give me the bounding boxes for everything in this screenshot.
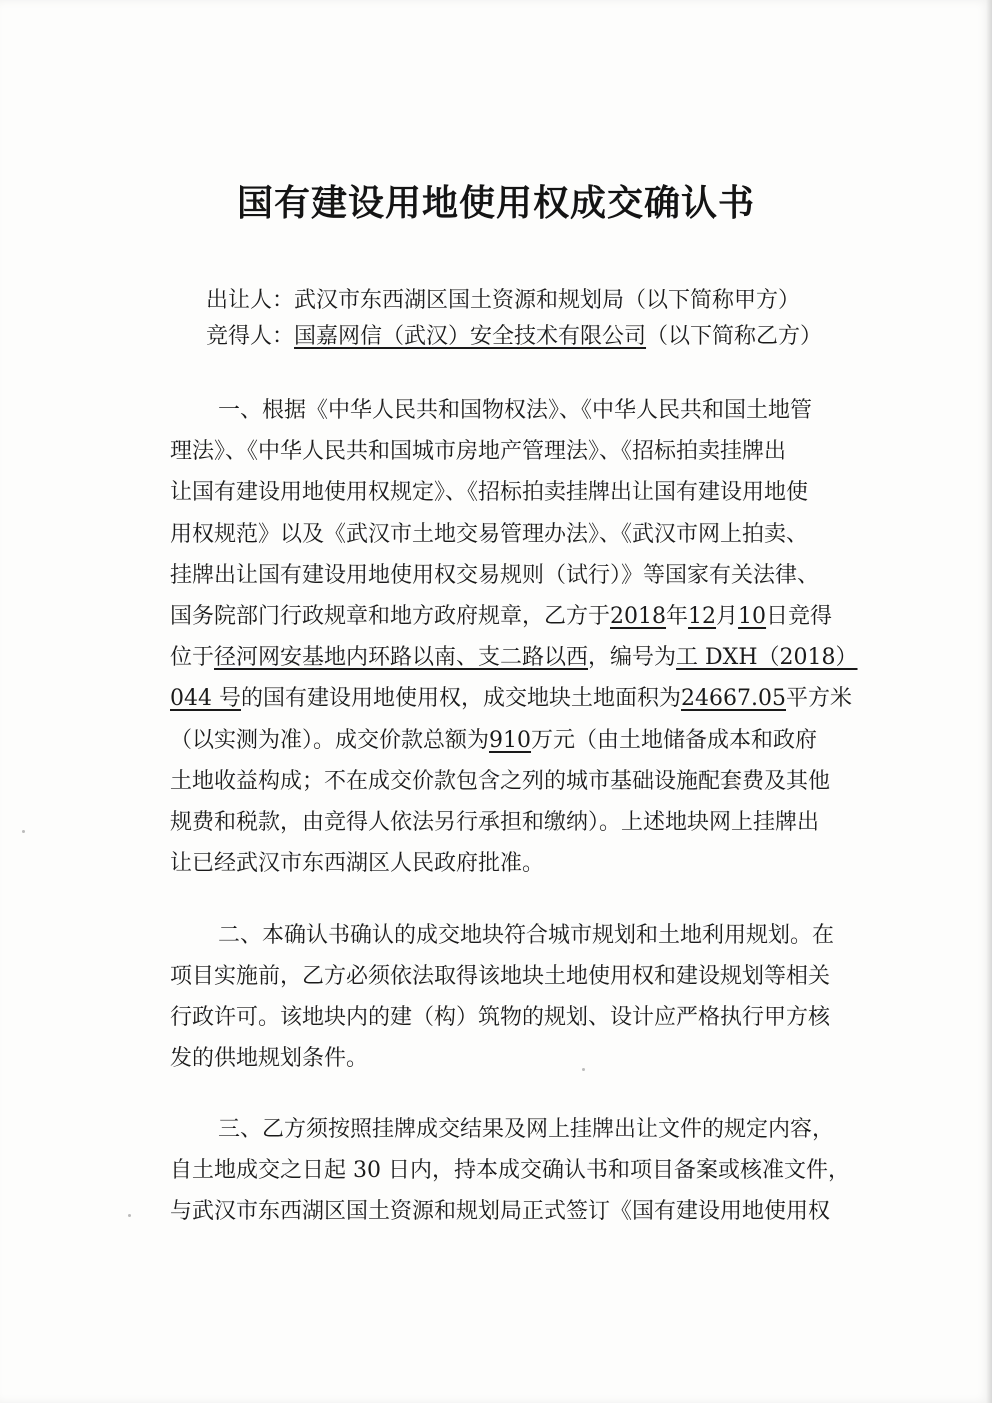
winner-name: 国嘉网信（武汉）安全技术有限公司 [294, 324, 647, 349]
p1-line-6 [170, 602, 832, 632]
winner-suffix: （以下简称乙方） [646, 324, 823, 349]
p1-line-7-a: 位于 [170, 645, 215, 670]
p1-line-6-d: 日竞得 [766, 604, 833, 629]
winner-prefix: 竞得人： [206, 324, 295, 349]
p1-line-7 [170, 643, 858, 673]
winner-line [206, 322, 822, 352]
p1-line-2: 理法》、《中华人民共和国城市房地产管理法》、《招标拍卖挂牌出 [170, 439, 787, 464]
deal-price: 910 [489, 728, 532, 753]
p2-line-1: 二、本确认书确认的成交地块符合城市规划和土地利用规划。在 [218, 923, 835, 948]
p1-line-7-b: ，编号为 [588, 645, 677, 670]
p1-line-10: 土地收益构成；不在成交价款包含之列的城市基础设施配套费及其他 [170, 769, 831, 794]
transferor-line: 出让人：武汉市东西湖区国土资源和规划局（以下简称甲方） [206, 288, 801, 313]
p1-line-8-a: 的国有建设用地使用权，成交地块土地面积为 [241, 686, 682, 711]
p1-line-12: 让已经武汉市东西湖区人民政府批准。 [170, 851, 545, 876]
p1-line-6-b: 年 [666, 604, 689, 629]
scan-speck [22, 830, 25, 833]
scan-speck [128, 1214, 131, 1217]
p1-line-6-c: 月 [716, 604, 739, 629]
parcel-code-part2: 044 号 [170, 686, 241, 711]
p1-line-5: 挂牌出让国有建设用地使用权交易规则（试行）》等国家有关法律、 [170, 563, 820, 588]
p3-line-1: 三、乙方须按照挂牌成交结果及网上挂牌出让文件的规定内容， [218, 1117, 835, 1142]
deal-month: 12 [688, 604, 717, 629]
document-title: 国有建设用地使用权成交确认书 [236, 183, 755, 224]
p1-line-8 [170, 684, 852, 714]
deal-year: 2018 [610, 604, 667, 629]
p1-line-8-b: 平方米 [786, 686, 853, 711]
p1-line-4: 用权规范》以及《武汉市土地交易管理办法》、《武汉市网上拍卖、 [170, 522, 809, 547]
p2-line-3: 行政许可。该地块内的建（构）筑物的规划、设计应严格执行甲方核 [170, 1005, 831, 1030]
deal-day: 10 [738, 604, 767, 629]
scan-speck [582, 1068, 585, 1071]
parcel-location: 径河网安基地内环路以南、支二路以西 [214, 645, 589, 670]
p1-line-11: 规费和税款，由竞得人依法另行承担和缴纳）。上述地块网上挂牌出 [170, 810, 820, 835]
p1-line-9 [170, 726, 817, 756]
p2-line-4: 发的供地规划条件。 [170, 1046, 369, 1071]
p1-line-6-a: 国务院部门行政规章和地方政府规章，乙方于 [170, 604, 611, 629]
p1-line-9-a: （以实测为准）。成交价款总额为 [170, 728, 490, 753]
parcel-area: 24667.05 [681, 686, 786, 711]
parcel-code-part1: 工 DXH（2018） [676, 645, 858, 670]
p3-line-3: 与武汉市东西湖区国土资源和规划局正式签订《国有建设用地使用权 [170, 1199, 831, 1224]
p1-line-9-b: 万元（由土地储备成本和政府 [531, 728, 818, 753]
p1-line-1: 一、根据《中华人民共和国物权法》、《中华人民共和国土地管 [218, 398, 813, 423]
p2-line-2: 项目实施前，乙方必须依法取得该地块土地使用权和建设规划等相关 [170, 964, 831, 989]
p1-line-3: 让国有建设用地使用权规定》、《招标拍卖挂牌出让国有建设用地使 [170, 480, 809, 505]
p3-line-2: 自土地成交之日起 30 日内，持本成交确认书和项目备案或核准文件， [170, 1158, 850, 1183]
